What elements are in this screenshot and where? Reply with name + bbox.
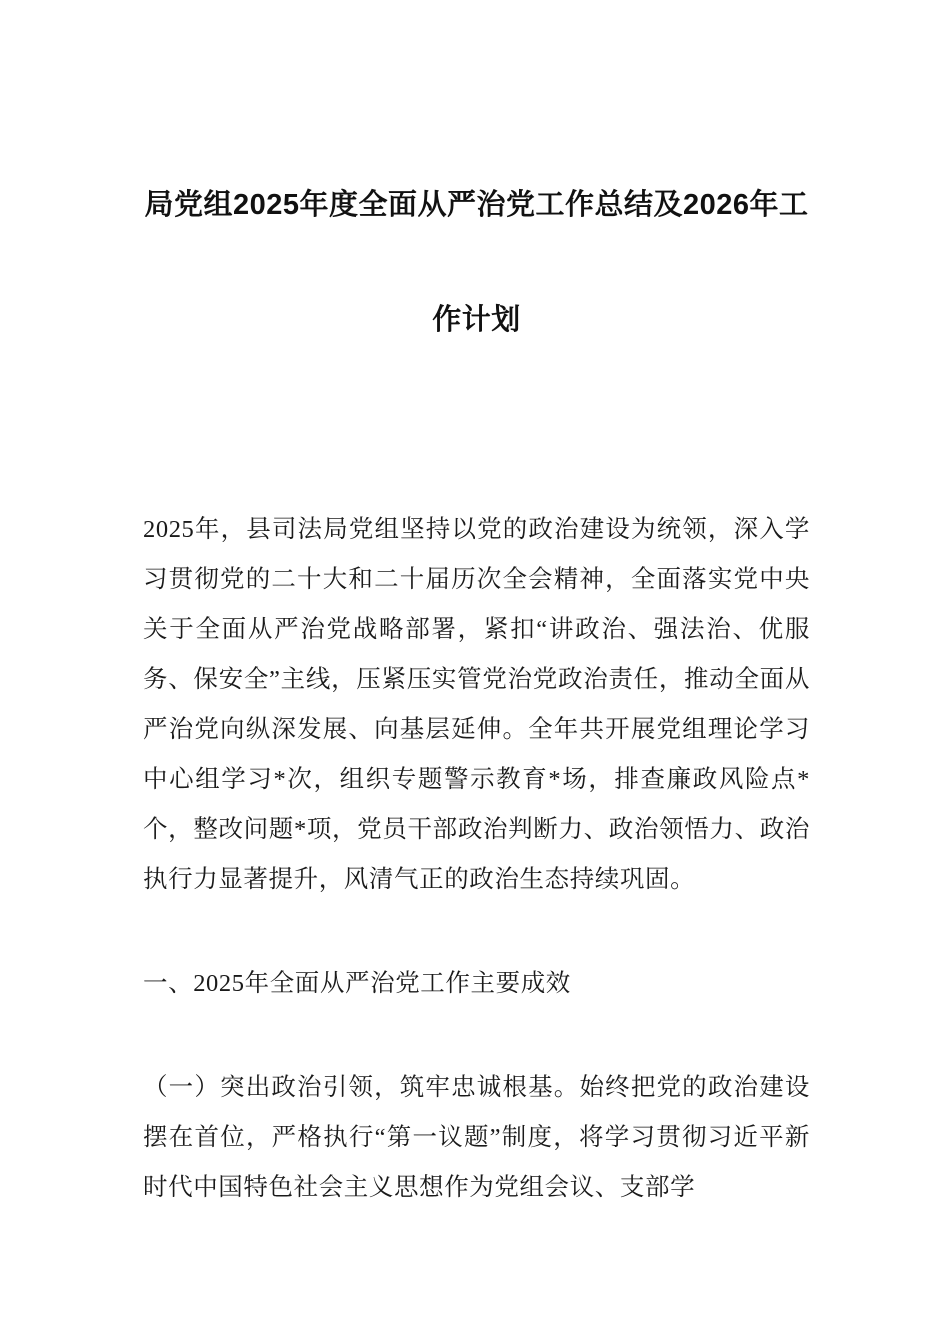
- document-content-column: [143, 0, 810, 1213]
- page-title: 局党组2025年度全面从严治党工作总结及2026年工作计划: [144, 189, 809, 336]
- section-heading-1: 一、2025年全面从严治党工作主要成效: [143, 970, 571, 997]
- title-body-spacer: [143, 378, 810, 505]
- paragraph-spacer-1: [143, 905, 810, 959]
- subsection-paragraph-1-1: （一）突出政治引领，筑牢忠诚根基。始终把党的政治建设摆在首位，严格执行“第一议题”制度，将学习贯彻习近平新时代中国特色社会主义思想作为党组会议、支部学: [143, 1074, 810, 1201]
- intro-paragraph: 2025年，县司法局党组坚持以党的政治建设为统领，深入学习贯彻党的二十大和二十届历次全会精神，全面落实党中央关于全面从严治党战略部署，紧扣“讲政治、强法治、优服务、保安全”主线，压紧压实管党治党政治责任，推动全面从严治党向纵深发展、向基层延伸。全年共开展党组理论学习中心组学习*次，组织专题警示教育*场，排查廉政风险点*个，整改问题*项，党员干部政治判断力、政治领悟力、政治执行力显著提升，风清气正的政治生态持续巩固。: [143, 516, 810, 893]
- heading-spacer-1: [143, 1009, 810, 1063]
